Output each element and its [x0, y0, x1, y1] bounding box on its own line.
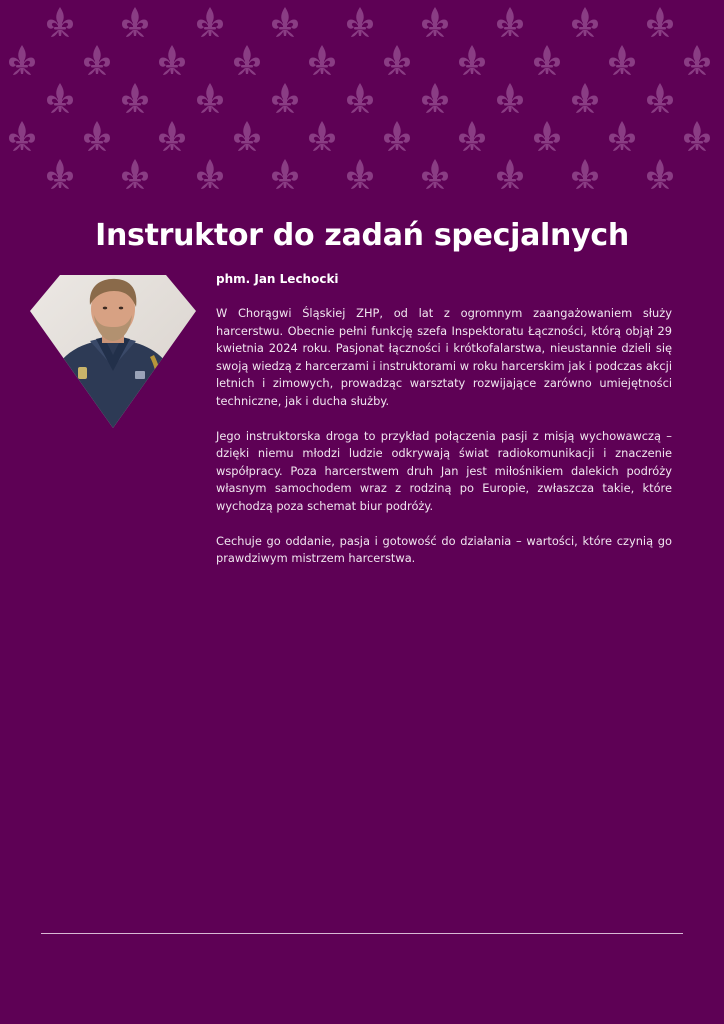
fleur-de-lis-icon	[609, 45, 635, 75]
fleur-de-lis-icon	[47, 83, 73, 113]
fleur-de-lis-icon	[422, 83, 448, 113]
fleur-de-lis-icon	[122, 159, 148, 189]
author-name: phm. Jan Lechocki	[216, 272, 339, 286]
fleur-de-lis-icon	[572, 83, 598, 113]
fleur-de-lis-icon	[459, 121, 485, 151]
fleur-de-lis-icon	[9, 45, 35, 75]
fleur-de-lis-icon	[159, 121, 185, 151]
fleur-de-lis-icon	[197, 7, 223, 37]
fleur-de-lis-icon	[84, 121, 110, 151]
fleur-de-lis-icon	[159, 45, 185, 75]
fleur-de-lis-icon	[384, 45, 410, 75]
fleur-de-lis-icon	[384, 121, 410, 151]
fleur-de-lis-icon	[47, 7, 73, 37]
fleur-de-lis-icon	[272, 83, 298, 113]
page-title: Instruktor do zadań specjalnych	[95, 218, 629, 253]
paragraph-3: Cechuje go oddanie, pasja i gotowość do działania – wartości, które czynią go prawdziwym mistrzem harcerstwa.	[216, 533, 672, 565]
fleur-de-lis-icon	[647, 7, 673, 37]
portrait-photo	[30, 275, 196, 428]
footer-divider	[41, 933, 683, 934]
fleur-de-lis-icon	[47, 159, 73, 189]
fleur-de-lis-icon	[347, 7, 373, 37]
fleur-de-lis-icon	[422, 159, 448, 189]
fleur-de-lis-icon	[534, 121, 560, 151]
fleur-de-lis-icon	[347, 159, 373, 189]
article-body	[216, 305, 672, 585]
fleur-de-lis-icon	[684, 121, 710, 151]
fleur-de-lis-icon	[122, 83, 148, 113]
fleur-de-lis-icon	[572, 7, 598, 37]
fleur-de-lis-icon	[534, 45, 560, 75]
fleur-de-lis-icon	[272, 159, 298, 189]
fleur-de-lis-icon	[84, 45, 110, 75]
fleur-de-lis-icon	[272, 7, 298, 37]
fleur-de-lis-icon	[347, 83, 373, 113]
paragraph-2: Jego instruktorska droga to przykład połączenia pasji z misją wychowawczą – dzięki niemu młodzi ludzie odkrywają świat radiokomunikacji i znaczenie współpracy. Poza harcerstwem druh Jan jest miłośnikiem dalekich podróży własnym samochodem wraz z rodziną po Europie, zwłaszcza takie, które wychodzą poza schemat biur podróży.	[216, 428, 672, 513]
fleur-de-lis-icon	[459, 45, 485, 75]
fleur-de-lis-icon	[609, 121, 635, 151]
fleur-de-lis-icon	[647, 83, 673, 113]
fleur-de-lis-icon	[497, 83, 523, 113]
fleur-de-lis-icon	[197, 83, 223, 113]
fleur-de-lis-icon	[497, 7, 523, 37]
fleur-de-lis-pattern	[0, 0, 724, 200]
paragraph-1: W Chorągwi Śląskiej ZHP, od lat z ogromnym zaangażowaniem służy harcerstwu. Obecnie pełni funkcję szefa Inspektoratu Łączności, którą objął 29 kwietnia 2024 roku. Pasjonat łączności i krótkofalarstwa, nieustannie dzieli się swoją wiedzą z harcerzami i instruktorami w roku harcerskim jak i podczas akcji letnich i zimowych, prowadząc warsztaty rozwijające zarówno umiejętności techniczne, jak i ducha służby.	[216, 306, 672, 408]
fleur-de-lis-icon	[309, 121, 335, 151]
fleur-de-lis-icon	[122, 7, 148, 37]
fleur-de-lis-icon	[309, 45, 335, 75]
fleur-de-lis-icon	[234, 45, 260, 75]
fleur-de-lis-icon	[497, 159, 523, 189]
fleur-de-lis-icon	[9, 121, 35, 151]
fleur-de-lis-icon	[647, 159, 673, 189]
fleur-de-lis-icon	[572, 159, 598, 189]
fleur-de-lis-icon	[197, 159, 223, 189]
fleur-de-lis-icon	[684, 45, 710, 75]
fleur-de-lis-icon	[234, 121, 260, 151]
fleur-de-lis-icon	[422, 7, 448, 37]
